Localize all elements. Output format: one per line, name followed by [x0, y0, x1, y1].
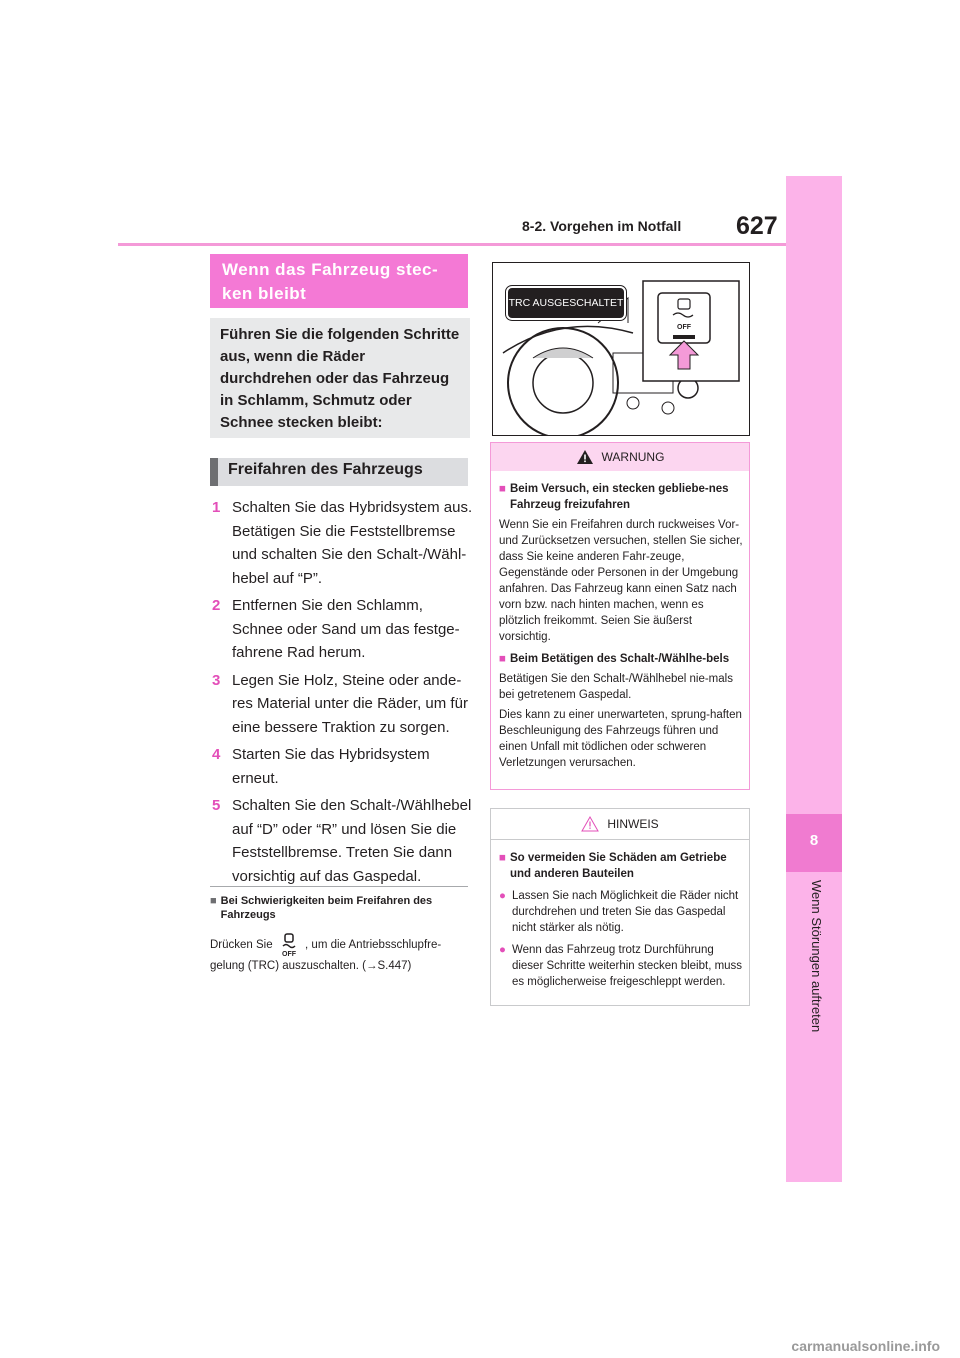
warning-paragraph: Betätigen Sie den Schalt-/Wählhebel nie-mals bei getretenem Gaspedal.	[499, 673, 733, 701]
warning-title: WARNUNG	[601, 450, 665, 464]
hint-bullet	[499, 888, 743, 936]
warning-body	[491, 471, 749, 771]
note-text-before: Drücken Sie	[210, 939, 273, 952]
step-text: Schalten Sie das Hybridsystem aus. Betätigen Sie die Feststellbremse und schalten Sie den Schalt-/Wähl-hebel auf “P”.	[232, 499, 473, 587]
trc-off-icon	[278, 932, 300, 958]
note-heading	[210, 894, 468, 922]
step-number: 4	[212, 746, 221, 763]
note-text-after: , um die Antriebsschlupfre-gelung (TRC) auszuschalten. (→S.447)	[210, 939, 442, 972]
step-item	[212, 496, 474, 590]
chapter-title: Wenn Störungen auftreten	[809, 880, 824, 1033]
step-text: Entfernen Sie den Schlamm, Schnee oder Sand um das festge-fahrene Rad herum.	[232, 597, 460, 661]
trc-status-callout: TRC AUSGESCHALTET	[506, 286, 626, 320]
warning-item-heading-text: Beim Betätigen des Schalt-/Wählhe-bels	[509, 653, 730, 665]
step-number: 2	[212, 597, 221, 614]
square-bullet-icon: ■	[210, 895, 217, 907]
hint-bullet-text: Wenn das Fahrzeug trotz Durchführung dieser Schritte weiterhin stecken bleibt, muss es möglicherweise freigeschleppt werden.	[511, 944, 743, 988]
watermark: carmanualsonline.info	[791, 1338, 940, 1354]
hint-body	[491, 840, 749, 990]
trc-off-icon-label: OFF	[281, 951, 296, 958]
hint-bullet	[499, 942, 743, 990]
warning-triangle-icon	[576, 449, 594, 465]
intro-box: Führen Sie die folgenden Schritte aus, wenn die Räder durchdrehen oder das Fahrzeug in Schlamm, Schmutz oder Schnee stecken bleibt:	[210, 318, 470, 438]
off-button-label: OFF	[677, 324, 691, 331]
square-bullet-icon: ■	[499, 483, 506, 495]
topic-heading: Wenn das Fahrzeug stec-ken bleibt	[210, 254, 468, 308]
warning-item-heading	[499, 651, 743, 667]
warning-item-heading-text: Beim Versuch, ein stecken gebliebe-nes Fahrzeug freizufahren	[509, 483, 729, 511]
header-divider	[118, 243, 786, 246]
hint-heading-text: So vermeiden Sie Schäden am Getriebe und anderen Bauteilen	[509, 852, 727, 880]
warning-paragraph: Dies kann zu einer unerwarteten, sprung-haften Beschleunigung des Fahrzeugs führen und einen Unfall mit tödlichen oder schweren Verletzungen verursachen.	[499, 709, 742, 769]
step-text: Starten Sie das Hybridsystem erneut.	[232, 746, 430, 787]
circle-bullet-icon: ●	[499, 890, 506, 902]
hint-box	[490, 808, 750, 1006]
section-title: 8-2. Vorgehen im Notfall	[522, 218, 682, 234]
square-bullet-icon: ■	[499, 852, 506, 864]
subheading: Freifahren des Fahrzeugs	[210, 458, 468, 486]
hint-bullet-text: Lassen Sie nach Möglichkeit die Räder nicht durchdrehen und treten Sie das Gaspedal nicht stärker als nötig.	[511, 890, 739, 934]
step-text: Schalten Sie den Schalt-/Wählhebel auf “D” oder “R” und lösen Sie die Feststellbremse. Treten Sie dann vorsichtig auf das Gaspedal.	[232, 797, 472, 885]
hint-header	[491, 809, 749, 840]
page-number: 627	[736, 212, 778, 240]
warning-box	[490, 442, 750, 790]
step-list	[212, 496, 474, 892]
step-text: Legen Sie Holz, Steine oder ande-res Material unter die Räder, um für eine bessere Traktion zu sorgen.	[232, 671, 468, 736]
hint-heading	[499, 850, 743, 882]
step-number: 1	[212, 499, 221, 516]
note-body	[210, 932, 470, 974]
square-bullet-icon: ■	[499, 653, 506, 665]
caution-triangle-icon	[581, 816, 599, 832]
step-item	[212, 594, 474, 665]
step-number: 5	[212, 797, 221, 814]
chapter-number: 8	[809, 832, 819, 849]
note-divider	[210, 886, 468, 887]
warning-paragraph: Wenn Sie ein Freifahren durch ruckweises Vor- und Zurücksetzen versuchen, stellen Sie sicher, dass Sie keine anderen Fahr-zeuge, Gegenstände oder Personen in der Umgebung anfahren. Das Fahrzeug kann einen Satz nach vorn bzw. nach hinten machen, wenn es plötzlich freikommt. Seien Sie äußerst vorsichtig.	[499, 519, 743, 643]
step-item	[212, 743, 474, 790]
step-item	[212, 794, 474, 888]
warning-item-heading	[499, 481, 743, 513]
circle-bullet-icon: ●	[499, 944, 506, 956]
hint-title: HINWEIS	[607, 817, 659, 831]
warning-header	[491, 443, 749, 471]
step-item	[212, 669, 474, 740]
step-number: 3	[212, 671, 221, 689]
note-heading-text: Bei Schwierigkeiten beim Freifahren des Fahrzeugs	[220, 895, 433, 921]
